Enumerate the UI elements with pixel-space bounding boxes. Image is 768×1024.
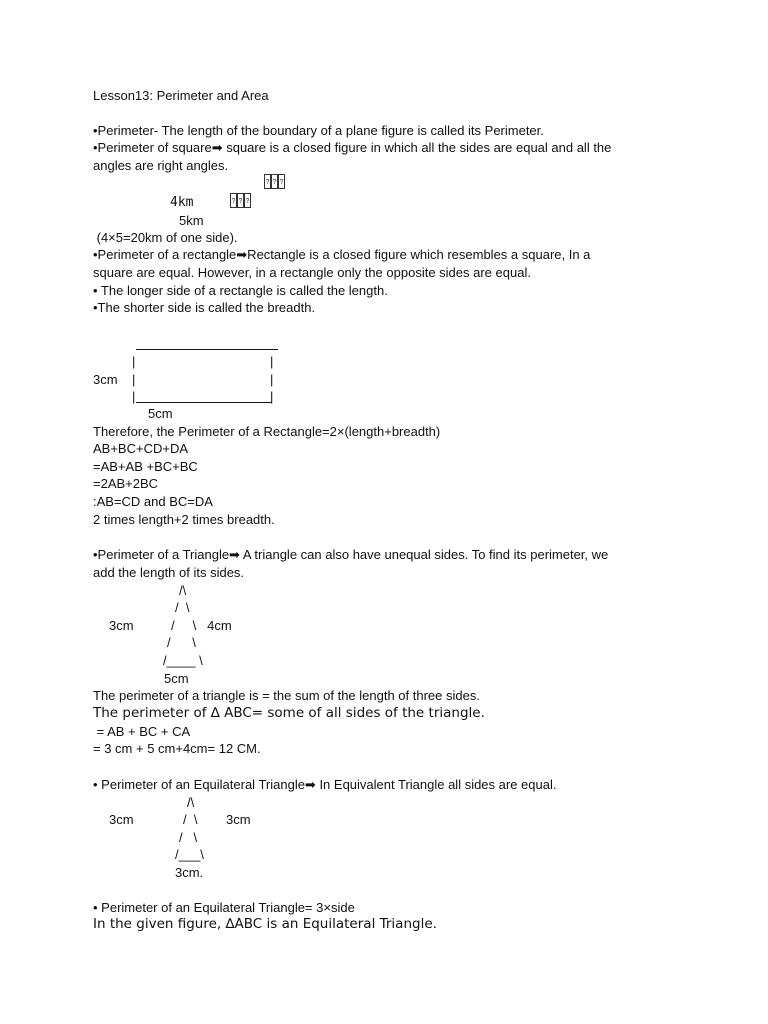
rectangle-perimeter-formula: Therefore, the Perimeter of a Rectangle=2×(length+breadth) <box>93 424 441 439</box>
triangle-base: /____ \ <box>163 653 203 668</box>
lesson-title: Lesson13: Perimeter and Area <box>93 88 269 103</box>
missing-glyph-icon: ? <box>271 174 278 189</box>
triangle-definition-line1: •Perimeter of a Triangle➡ A triangle can also have unequal sides. To find its perimeter, we <box>93 547 609 562</box>
missing-glyph-icon: ? <box>264 174 271 189</box>
triangle-row-2: / \ <box>175 600 190 615</box>
breadth-definition: •The shorter side is called the breadth. <box>93 300 316 315</box>
missing-glyph-icon: ? <box>278 174 285 189</box>
formula-step-3: =2AB+2BC <box>93 476 159 491</box>
equilateral-apex: /\ <box>187 795 195 810</box>
triangle-perimeter-statement: The perimeter of a triangle is = the sum of the length of three sides. <box>93 688 480 703</box>
triangle-row-4: / \ <box>167 635 196 650</box>
rectangle-left-label: 3cm <box>93 372 118 387</box>
length-definition: • The longer side of a rectangle is called the length. <box>93 283 388 298</box>
equilateral-right-label: 3cm <box>226 812 251 827</box>
square-perimeter-note: (4×5=20km of one side). <box>93 230 238 245</box>
formula-step-5: 2 times length+2 times breadth. <box>93 512 275 527</box>
missing-glyph-group-2 <box>230 193 251 208</box>
rectangle-right-edge: | <box>270 354 274 369</box>
rectangle-top-edge <box>136 349 278 350</box>
rectangle-left-edge: | <box>132 389 136 404</box>
rectangle-right-edge: | <box>270 389 274 404</box>
triangle-abc-statement: The perimeter of ∆ ABC= some of all sides of the triangle. <box>93 705 485 721</box>
equilateral-bottom-label: 3cm. <box>175 865 204 880</box>
equilateral-base: /___\ <box>175 847 204 862</box>
equilateral-definition: • Perimeter of an Equilateral Triangle➡ In Equivalent Triangle all sides are equal. <box>93 777 557 792</box>
equilateral-perimeter-formula: • Perimeter of an Equilateral Triangle= 3×side <box>93 900 355 915</box>
triangle-result: = 3 cm + 5 cm+4cm= 12 CM. <box>93 741 261 756</box>
rectangle-definition-line2: square are equal. However, in a rectangle only the opposite sides are equal. <box>93 265 531 280</box>
square-bottom-label: 5km <box>179 213 204 228</box>
formula-step-4: :AB=CD and BC=DA <box>93 494 213 509</box>
square-definition-line2: angles are right angles. <box>93 158 229 173</box>
rectangle-right-edge: | <box>270 372 274 387</box>
rectangle-definition-line1: •Perimeter of a rectangle➡Rectangle is a closed figure which resembles a square, In a <box>93 247 591 262</box>
equilateral-left-label: 3cm <box>109 812 134 827</box>
rectangle-left-edge: | <box>132 354 136 369</box>
missing-glyph-icon: ? <box>244 193 251 208</box>
formula-step-2: =AB+AB +BC+BC <box>93 459 198 474</box>
formula-step-1: AB+BC+CD+DA <box>93 441 189 456</box>
equilateral-abc-statement: In the given figure, ∆ABC is an Equilateral Triangle. <box>93 916 437 932</box>
perimeter-definition: •Perimeter- The length of the boundary of a plane figure is called its Perimeter. <box>93 123 544 138</box>
rectangle-bottom-label: 5cm <box>148 406 173 421</box>
triangle-bottom-label: 5cm <box>164 671 189 686</box>
triangle-row-3: / \ 4cm <box>171 618 232 633</box>
triangle-formula: = AB + BC + CA <box>93 724 191 739</box>
equilateral-row-3: / \ <box>179 830 198 845</box>
equilateral-row-2: / \ <box>183 812 198 827</box>
rectangle-bottom-edge <box>136 402 272 403</box>
triangle-apex: /\ <box>179 583 187 598</box>
triangle-left-label: 3cm <box>109 618 134 633</box>
missing-glyph-group-1 <box>264 174 285 189</box>
missing-glyph-icon: ? <box>237 193 244 208</box>
triangle-definition-line2: add the length of its sides. <box>93 565 245 580</box>
square-definition-line1: •Perimeter of square➡ square is a closed figure in which all the sides are equal and all the <box>93 140 612 155</box>
square-side-label: 4km <box>170 195 194 210</box>
missing-glyph-icon: ? <box>230 193 237 208</box>
rectangle-left-edge: | <box>132 372 136 387</box>
